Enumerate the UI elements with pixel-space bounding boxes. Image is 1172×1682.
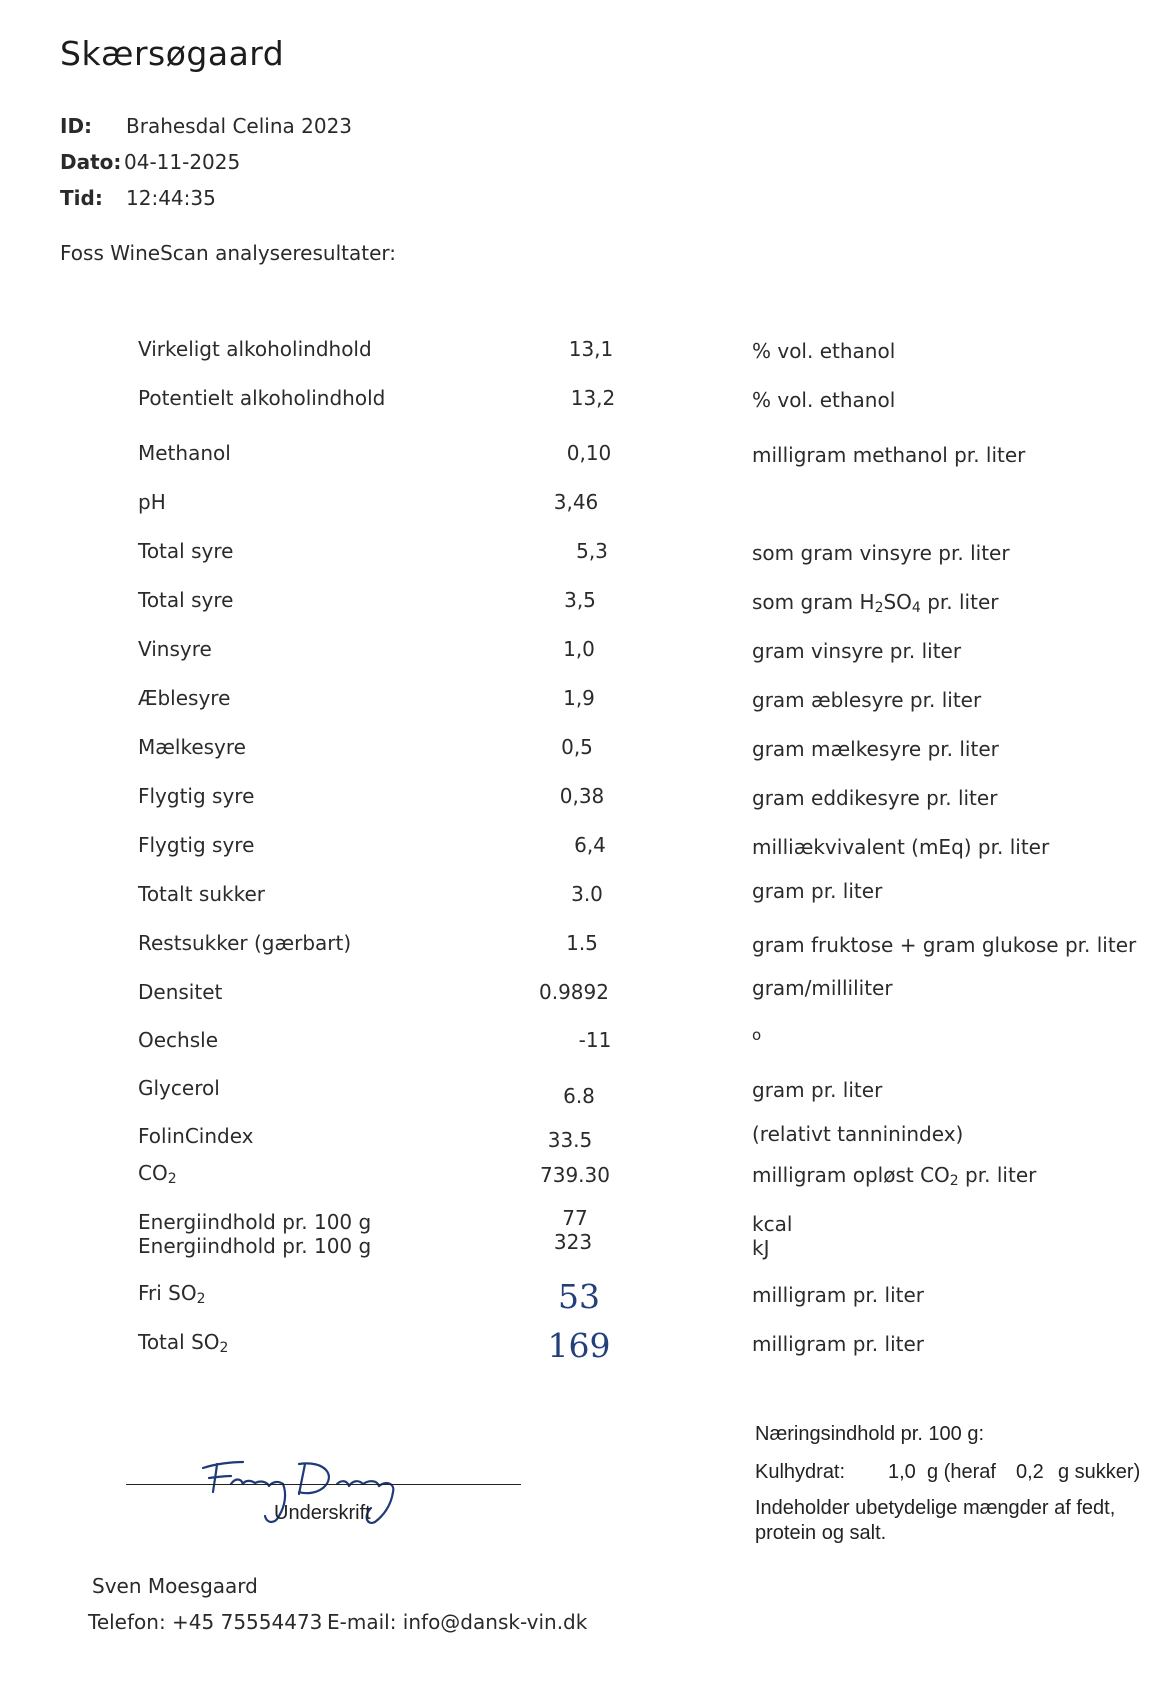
result-name: Æblesyre xyxy=(138,686,231,710)
result-unit: gram mælkesyre pr. liter xyxy=(752,737,999,761)
id-label: ID: xyxy=(60,114,93,138)
result-value: 0,5 xyxy=(561,735,593,759)
nutrition-note: Indeholder ubetydelige mængder af fedt, xyxy=(755,1497,1116,1519)
result-name: Totalt sukker xyxy=(138,882,265,906)
result-name: FolinCindex xyxy=(138,1124,254,1148)
result-unit: (relativt tanninindex) xyxy=(752,1122,964,1146)
result-name: pH xyxy=(138,490,166,514)
result-value: 77 xyxy=(562,1206,588,1230)
result-unit: milligram methanol pr. liter xyxy=(752,443,1026,467)
result-row xyxy=(0,337,1172,367)
handwritten-value: 169 xyxy=(547,1326,611,1365)
result-unit: gram æblesyre pr. liter xyxy=(752,688,982,712)
handwritten-value: 53 xyxy=(558,1277,600,1316)
result-name: Densitet xyxy=(138,980,223,1004)
result-unit: som gram vinsyre pr. liter xyxy=(752,541,1010,565)
result-unit: gram vinsyre pr. liter xyxy=(752,639,962,663)
result-value: 6,4 xyxy=(574,833,606,857)
result-value: 3,5 xyxy=(564,588,596,612)
result-row xyxy=(0,1076,1172,1106)
carb-label: Kulhydrat: xyxy=(755,1461,846,1483)
result-unit: milligram opløst $CO_2$ pr. liter xyxy=(752,1163,1037,1189)
carb-unit: g (heraf xyxy=(927,1461,996,1483)
result-unit: % vol. ethanol xyxy=(752,339,896,363)
result-unit: gram/milliliter xyxy=(752,976,893,1000)
result-unit: gram pr. liter xyxy=(752,1078,883,1102)
result-value: 0,38 xyxy=(559,784,605,808)
footer-email: E-mail: info@dansk-vin.dk xyxy=(327,1610,588,1634)
result-value: 3.0 xyxy=(571,882,603,906)
result-row xyxy=(0,539,1172,569)
result-unit: milliækvivalent (mEq) pr. liter xyxy=(752,835,1050,859)
result-value: 3,46 xyxy=(553,490,599,514)
sugar-unit: g sukker) xyxy=(1058,1461,1141,1483)
date-label: Dato: xyxy=(60,150,122,174)
meta-date xyxy=(60,150,241,174)
result-row xyxy=(0,784,1172,814)
sugar-value: 0,2 xyxy=(1016,1461,1044,1483)
result-name: Potentielt alkoholindhold xyxy=(138,386,386,410)
result-row xyxy=(0,490,1172,520)
result-value: 1,0 xyxy=(563,637,595,661)
result-name: Energiindhold pr. 100 g xyxy=(138,1234,372,1258)
signature-line xyxy=(126,1484,521,1485)
result-value: 323 xyxy=(553,1230,593,1254)
nutrition-note: protein og salt. xyxy=(755,1522,887,1544)
result-row xyxy=(0,1326,1172,1365)
result-row xyxy=(0,1230,1172,1264)
result-unit: kJ xyxy=(752,1236,770,1260)
result-value: -11 xyxy=(578,1028,612,1052)
result-value: 1.5 xyxy=(566,931,598,955)
carb-value: 1,0 xyxy=(888,1461,916,1483)
result-value: 13,1 xyxy=(568,337,614,361)
result-row xyxy=(0,1124,1172,1154)
id-value: Brahesdal Celina 2023 xyxy=(126,114,353,138)
result-unit: milligram pr. liter xyxy=(752,1332,925,1356)
result-row xyxy=(0,637,1172,667)
result-name: Energiindhold pr. 100 g xyxy=(138,1210,372,1234)
result-unit: kcal xyxy=(752,1212,793,1236)
result-name: Mælkesyre xyxy=(138,735,246,759)
result-value: 6.8 xyxy=(563,1084,595,1108)
result-row xyxy=(0,1161,1172,1191)
result-value: 1,9 xyxy=(563,686,595,710)
result-value: 0.9892 xyxy=(539,980,609,1004)
result-unit: gram eddikesyre pr. liter xyxy=(752,786,998,810)
result-row xyxy=(0,931,1172,961)
result-value: 739.30 xyxy=(540,1163,610,1187)
nutrition-heading: Næringsindhold pr. 100 g: xyxy=(755,1423,985,1445)
result-value: 0,10 xyxy=(566,441,612,465)
result-name: Glycerol xyxy=(138,1076,220,1100)
result-unit: milligram pr. liter xyxy=(752,1283,925,1307)
result-row xyxy=(0,588,1172,618)
result-name: Flygtig syre xyxy=(138,784,255,808)
result-name: Oechsle xyxy=(138,1028,218,1052)
result-unit: gram pr. liter xyxy=(752,879,883,903)
result-row xyxy=(0,686,1172,716)
result-row xyxy=(0,386,1172,416)
result-name: $CO_2$ xyxy=(138,1161,177,1187)
result-value: 13,2 xyxy=(570,386,616,410)
result-row xyxy=(0,1028,1172,1058)
result-unit: som gram $H_2SO_4$ pr. liter xyxy=(752,590,999,616)
date-value: 04-11-2025 xyxy=(124,150,241,174)
signature-label: Underskrift xyxy=(274,1502,371,1524)
result-row xyxy=(0,1277,1172,1316)
meta-time xyxy=(60,186,216,210)
result-name: Total $SO_2$ xyxy=(138,1330,229,1356)
intro-text: Foss WineScan analyseresultater: xyxy=(60,241,396,265)
result-row xyxy=(0,976,1172,1010)
result-name: Fri $SO_2$ xyxy=(138,1281,206,1307)
footer-phone: Telefon: +45 75554473 xyxy=(88,1610,323,1634)
result-name: Virkeligt alkoholindhold xyxy=(138,337,372,361)
result-row xyxy=(0,735,1172,765)
result-row xyxy=(0,879,1172,912)
result-name: Vinsyre xyxy=(138,637,212,661)
page-title: Skærsøgaard xyxy=(60,34,285,73)
result-name: Flygtig syre xyxy=(138,833,255,857)
result-row xyxy=(0,833,1172,863)
time-value: 12:44:35 xyxy=(126,186,216,210)
meta-id xyxy=(60,114,353,138)
result-name: Total syre xyxy=(138,588,234,612)
result-row xyxy=(0,441,1172,471)
result-name: Methanol xyxy=(138,441,231,465)
result-name: Total syre xyxy=(138,539,234,563)
footer-name: Sven Moesgaard xyxy=(92,1574,258,1598)
result-value: 5,3 xyxy=(576,539,608,563)
result-name: Restsukker (gærbart) xyxy=(138,931,352,955)
result-unit: gram fruktose + gram glukose pr. liter xyxy=(752,933,1137,957)
degree-symbol: o xyxy=(752,1026,762,1044)
result-unit: % vol. ethanol xyxy=(752,388,896,412)
time-label: Tid: xyxy=(60,186,103,210)
result-value: 33.5 xyxy=(547,1128,593,1152)
